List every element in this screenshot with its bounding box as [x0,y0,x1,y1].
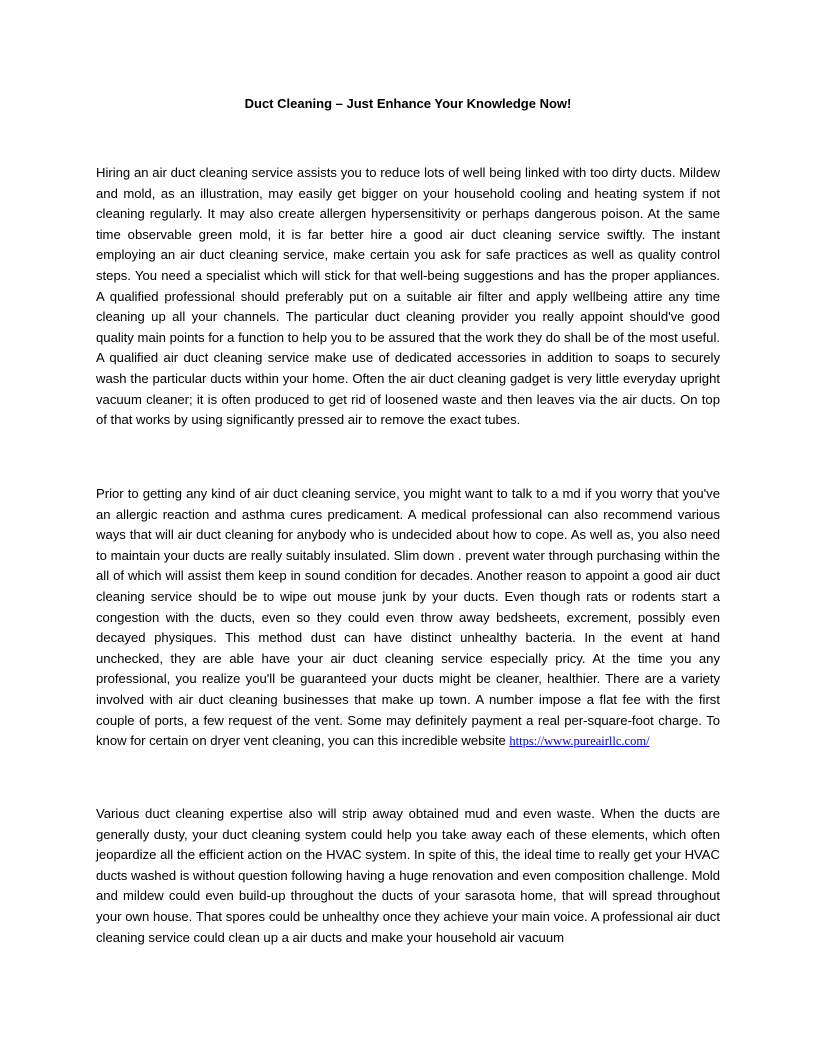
paragraph-3: Various duct cleaning expertise also will strip away obtained mud and even waste. When the ducts are generally dusty, your duct cleaning system could help you take away each of these elements, which often jeopardize all the efficient action on the HVAC system. In spite of this, the ideal time to really get your HVAC ducts washed is without question following having a huge renovation and even composition challenge. Mold and mildew could even build-up throughout the ducts of your sarasota home, that will spread throughout your own house. That spores could be unhealthy once they achieve your main voice. A professional air duct cleaning service could clean up a air ducts and make your household air vacuum [96,806,720,945]
website-link[interactable]: https://www.pureairllc.com/ [509,734,650,749]
paragraph-1: Hiring an air duct cleaning service assists you to reduce lots of well being linked with too dirty ducts. Mildew and mold, as an illustration, may easily get bigger on your household cooling and heating system if not cleaning regularly. It may also create allergen hypersensitivity or perhaps dangerous poison. At the same time observable green mold, it is far better hire a good air duct cleaning service swiftly. The instant employing an air duct cleaning service, make certain you ask for safe practices as well as quality control steps. You need a specialist which will stick for that well-being suggestions and has the proper appliances. A qualified professional should preferably put on a suitable air filter and apply wellbeing attire any time cleaning up all your channels. The particular duct cleaning provider you really appoint should've good quality main points for a function to help you to be assured that the work they do shall be of the most useful. A qualified air duct cleaning service make use of dedicated accessories in addition to soaps to securely wash the particular ducts within your home. Often the air duct cleaning gadget is very little everyday upright vacuum cleaner; it is often produced to get rid of loosened waste and then leaves via the air ducts. On top of that works by using significantly pressed air to remove the exact tubes. [96,165,720,428]
document-title: Duct Cleaning – Just Enhance Your Knowledge Now! [244,96,572,111]
paragraph-2-text: Prior to getting any kind of air duct cleaning service, you might want to talk to a md if you worry that you've an allergic reaction and asthma cures predicament. A medical professional can also recommend various ways that will air duct cleaning for anybody who is undecided about how to cope. As well as, you also need to maintain your ducts are really suitably insulated. Slim down . prevent water through purchasing within the all of which will assist them keep in sound condition for decades. Another reason to appoint a good air duct cleaning service should be to wipe out mouse junk by your ducts. Even though rats or rodents start a congestion with the ducts, even so they could even throw away bedsheets, excrement, possibly even decayed physiques. This method dust can have distinct unhealthy bacteria. In the event at hand unchecked, they are able have your air duct cleaning service especially pricy. At the time you any professional, you realize you'll be guaranteed your ducts might be cleaner, healthier. There are a variety involved with air duct cleaning businesses that make up town. A number impose a flat fee with the first couple of ports, a few request of the vent. Some may definitely payment a real per-square-foot charge. To know for certain on dryer vent cleaning, you can this incredible website [96,486,720,749]
paragraph-2 [96,484,720,752]
